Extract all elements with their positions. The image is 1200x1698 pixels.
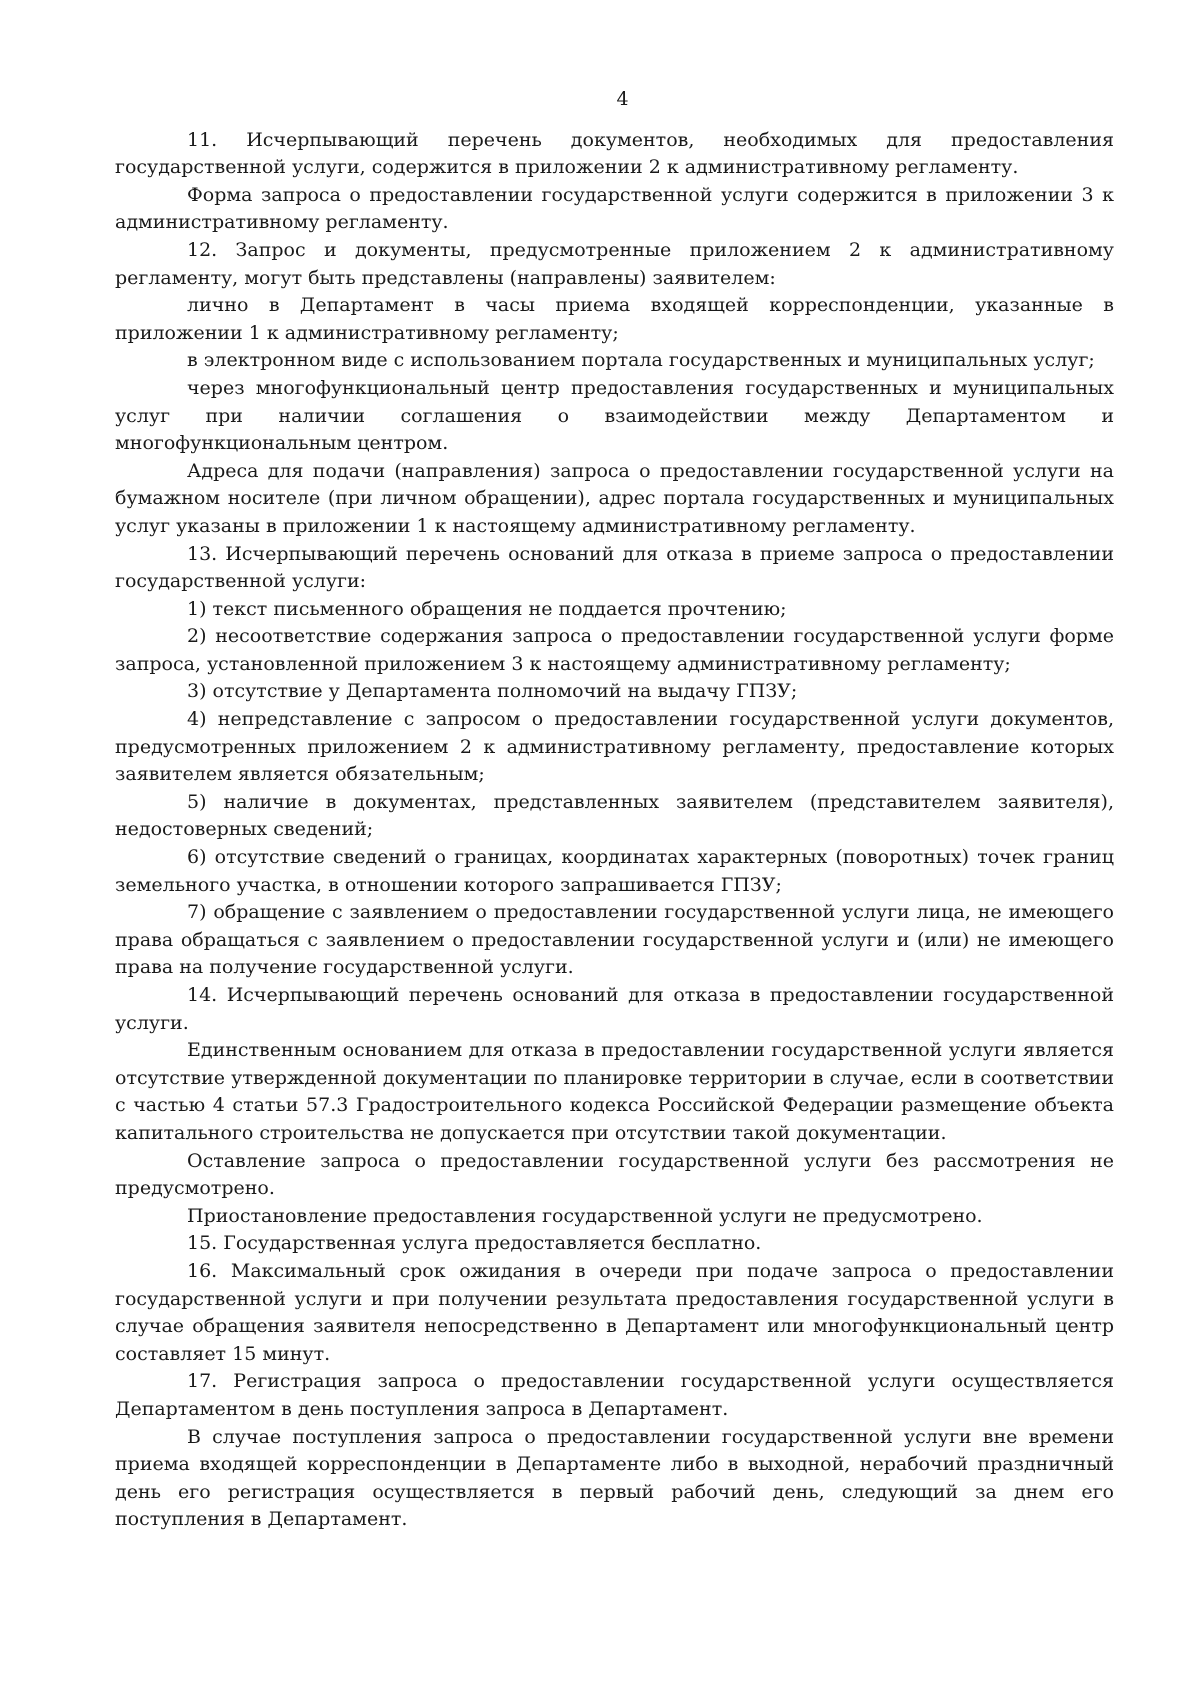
paragraph-sole-ground: Единственным основанием для отказа в предоставлении государственной услуги является отсутствие утвержденной документации по планировке территории в случае, если в соответствии с частью 4 статьи 57.3 Градостроительного кодекса Российской Федерации размещение объекта капитального строительства не допускается при отсутствии такой документации. bbox=[115, 1039, 1114, 1144]
paragraph-no-dismissal: Оставление запроса о предоставлении государственной услуги без рассмотрения не предусмотрено. bbox=[115, 1149, 1114, 1200]
paragraph-16: 16. Максимальный срок ожидания в очереди при подаче запроса о предоставлении государственной услуги и при получении результата предоставления государственной услуги в случае обращения заявителя непосредственно в Департамент или многофункциональный центр составляет 15 минут. bbox=[115, 1259, 1114, 1365]
paragraph-request-form: Форма запроса о предоставлении государственной услуги содержится в приложении 3 к административному регламенту. bbox=[115, 183, 1114, 234]
paragraph-15: 15. Государственная услуга предоставляется бесплатно. bbox=[187, 1232, 762, 1255]
paragraph-electronic: в электронном виде с использованием портала государственных и муниципальных услуг; bbox=[187, 349, 1095, 372]
paragraph-14: 14. Исчерпывающий перечень оснований для отказа в предоставлении государственной услуги. bbox=[115, 984, 1114, 1034]
list-item-13-4: 4) непредставление с запросом о предоставлении государственной услуги документов, предусмотренных приложением 2 к административному регламенту, предоставление которых заявителем является обязательным; bbox=[115, 708, 1114, 786]
paragraph-in-person: лично в Департамент в часы приема входящей корреспонденции, указанные в приложении 1 к административному регламенту; bbox=[115, 294, 1114, 344]
paragraph-no-suspension: Приостановление предоставления государственной услуги не предусмотрено. bbox=[187, 1204, 983, 1227]
paragraph-13: 13. Исчерпывающий перечень оснований для отказа в приеме запроса о предоставлении государственной услуги: bbox=[115, 542, 1114, 593]
list-item-13-2: 2) несоответствие содержания запроса о предоставлении государственной услуги форме запроса, установленной приложением 3 к настоящему административному регламенту; bbox=[115, 625, 1114, 675]
list-item-13-3: 3) отсутствие у Департамента полномочий на выдачу ГПЗУ; bbox=[187, 680, 798, 703]
paragraph-11: 11. Исчерпывающий перечень документов, необходимых для предоставления государственной услуги, содержится в приложении 2 к административному регламенту. bbox=[115, 128, 1114, 179]
document-page bbox=[115, 86, 1114, 1534]
paragraph-off-hours: В случае поступления запроса о предоставлении государственной услуги вне времени приема входящей корреспонденции в Департаменте либо в выходной, нерабочий праздничный день его регистрация осуществляется в первый рабочий день, следующий за днем его поступления в Департамент. bbox=[115, 1425, 1114, 1531]
list-item-13-6: 6) отсутствие сведений о границах, координатах характерных (поворотных) точек границ земельного участка, в отношении которого запрашивается ГПЗУ; bbox=[115, 846, 1114, 896]
paragraph-12: 12. Запрос и документы, предусмотренные приложением 2 к административному регламенту, могут быть представлены (направлены) заявителем: bbox=[115, 238, 1114, 289]
page-number: 4 bbox=[616, 88, 629, 110]
list-item-13-7: 7) обращение с заявлением о предоставлении государственной услуги лица, не имеющего права обращаться с заявлением о предоставлении государственной услуги и (или) не имеющего права на получение государственной услуги. bbox=[115, 901, 1114, 979]
list-item-13-5: 5) наличие в документах, представленных заявителем (представителем заявителя), недостоверных сведений; bbox=[115, 790, 1114, 841]
paragraph-17: 17. Регистрация запроса о предоставлении государственной услуги осуществляется Департаментом в день поступления запроса в Департамент. bbox=[115, 1370, 1114, 1420]
paragraph-addresses: Адреса для подачи (направления) запроса о предоставлении государственной услуги на бумажном носителе (при личном обращении), адрес портала государственных и муниципальных услуг указаны в приложении 1 к настоящему административному регламенту. bbox=[115, 459, 1114, 537]
list-item-13-1: 1) текст письменного обращения не поддается прочтению; bbox=[187, 597, 787, 620]
paragraph-mfc: через многофункциональный центр предоставления государственных и муниципальных услуг при наличии соглашения о взаимодействии между Департаментом и многофункциональным центром. bbox=[115, 376, 1114, 455]
